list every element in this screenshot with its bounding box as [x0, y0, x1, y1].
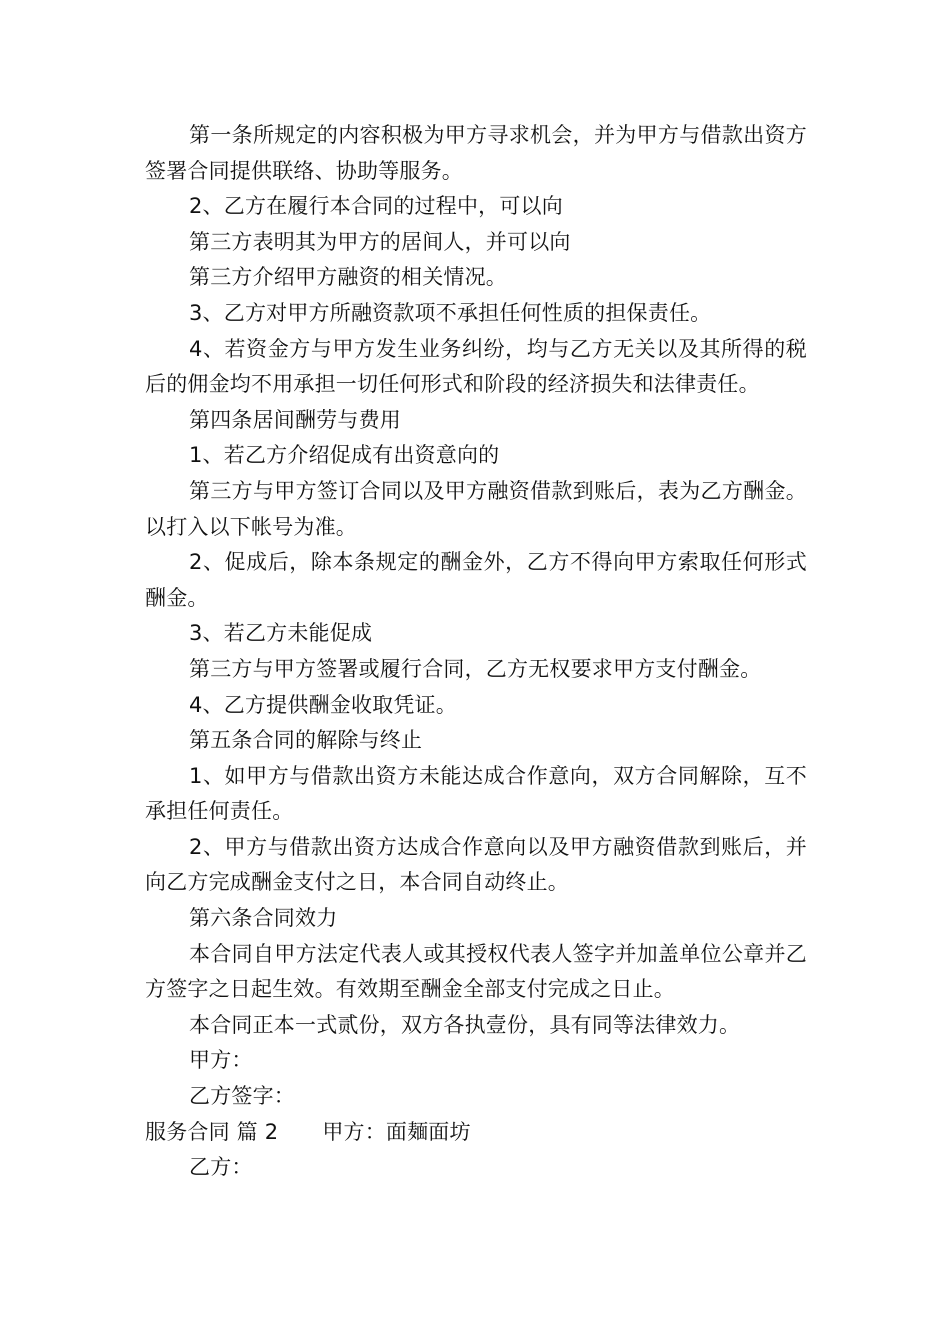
party-a-name: 甲方：面麺面坊: [322, 1119, 471, 1144]
paragraph-12: 第三方与甲方签署或履行合同，乙方无权要求甲方支付酬金。: [189, 656, 762, 681]
paragraph-5: 3、乙方对甲方所融资款项不承担任何性质的担保责任。: [189, 300, 712, 325]
paragraph-1: 第一条所规定的内容积极为甲方寻求机会，并为甲方与借款出资方签署合同提供联络、协助等服务。: [145, 123, 807, 183]
paragraph-13: 4、乙方提供酬金收取凭证。: [189, 692, 457, 717]
paragraph-15: 1、如甲方与借款出资方未能达成合作意向，双方合同解除，互不承担任何责任。: [145, 763, 807, 824]
paragraph-19: 本合同正本一式贰份，双方各执壹份，具有同等法律效力。: [189, 1012, 741, 1037]
paragraph-9: 第三方与甲方签订合同以及甲方融资借款到账后，表为乙方酬金。以打入以下帐号为准。: [145, 478, 807, 539]
paragraph-3: 第三方表明其为甲方的居间人，并可以向: [189, 229, 571, 254]
party-b-line: 乙方：: [189, 1155, 253, 1180]
paragraph-2: 2、乙方在履行本合同的过程中，可以向: [189, 194, 563, 219]
paragraph-4: 第三方介绍甲方融资的相关情况。: [189, 265, 507, 290]
paragraph-8: 1、若乙方介绍促成有出资意向的: [189, 443, 500, 468]
party-b-signature-line: 乙方签字：: [189, 1084, 295, 1109]
paragraph-11: 3、若乙方未能促成: [189, 621, 373, 646]
paragraph-16: 2、甲方与借款出资方达成合作意向以及甲方融资借款到账后，并向乙方完成酬金支付之日，本合同自动终止。: [145, 834, 807, 895]
contract-heading-line: [145, 1115, 807, 1151]
section-heading-4: 第四条居间酬劳与费用: [189, 407, 401, 432]
document-body: [145, 118, 807, 1186]
paragraph-18: 本合同自甲方法定代表人或其授权代表人签字并加盖单位公章并乙方签字之日起生效。有效期至酬金全部支付完成之日止。: [145, 941, 807, 1002]
section-heading-5: 第五条合同的解除与终止: [189, 728, 423, 753]
contract-title: 服务合同 篇 2: [145, 1119, 279, 1144]
party-a-signature-line: 甲方：: [189, 1048, 253, 1073]
paragraph-6: 4、若资金方与甲方发生业务纠纷，均与乙方无关以及其所得的税后的佣金均不用承担一切任何形式和阶段的经济损失和法律责任。: [145, 336, 807, 397]
paragraph-10: 2、促成后，除本条规定的酬金外，乙方不得向甲方索取任何形式酬金。: [145, 550, 807, 610]
section-heading-6: 第六条合同效力: [189, 906, 338, 931]
